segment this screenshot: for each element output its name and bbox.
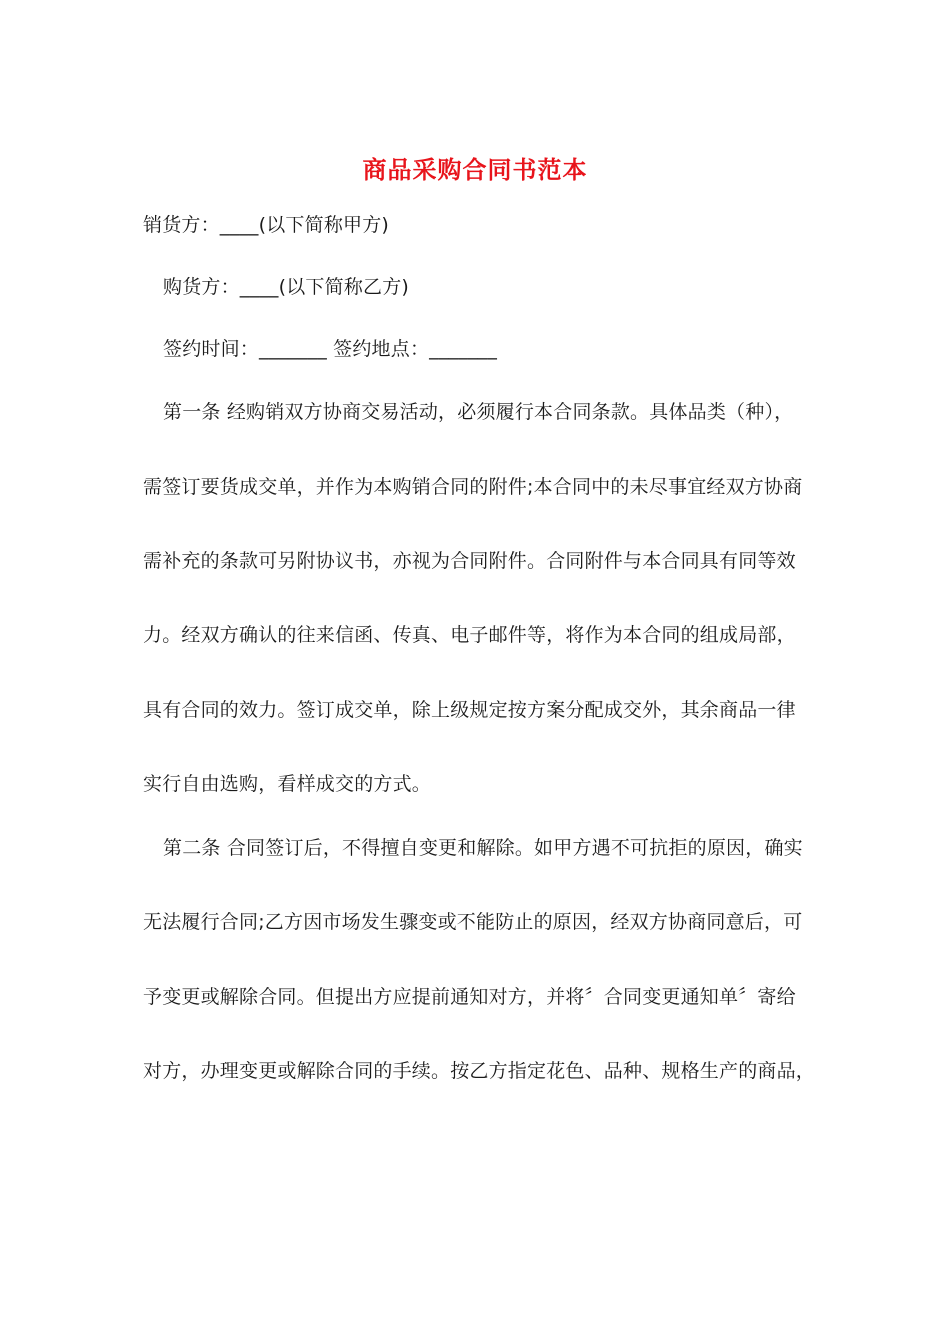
article-1-line-3: 需补充的条款可另附协议书，亦视为合同附件。合同附件与本合同具有同等效 bbox=[143, 550, 796, 572]
article-2-line-4: 对方，办理变更或解除合同的手续。按乙方指定花色、品种、规格生产的商品， bbox=[143, 1060, 816, 1082]
article-1-line-1: 第一条 经购销双方协商交易活动，必须履行本合同条款。具体品类（种）， bbox=[163, 401, 794, 423]
signing-info-line: 签约时间：_______ 签约地点：_______ bbox=[163, 338, 498, 360]
article-1-line-4: 力。经双方确认的往来信函、传真、电子邮件等，将作为本合同的组成局部， bbox=[143, 624, 796, 646]
article-1-line-6: 实行自由选购，看样成交的方式。 bbox=[143, 773, 432, 795]
article-2-line-1: 第二条 合同签订后，不得擅自变更和解除。如甲方遇不可抗拒的原因，确实 bbox=[163, 837, 803, 859]
article-1-line-2: 需签订要货成交单，并作为本购销合同的附件;本合同中的未尽事宜经双方协商 bbox=[143, 476, 803, 498]
seller-line: 销货方：____(以下简称甲方) bbox=[143, 214, 390, 236]
article-2-line-3: 予变更或解除合同。但提出方应提前通知对方，并将〞合同变更通知单〞寄给 bbox=[143, 986, 796, 1008]
document-title: 商品采购合同书范本 bbox=[362, 155, 588, 184]
article-2-line-2: 无法履行合同;乙方因市场发生骤变或不能防止的原因，经双方协商同意后，可 bbox=[143, 911, 803, 933]
buyer-line: 购货方：____(以下简称乙方) bbox=[163, 276, 410, 298]
article-1-line-5: 具有合同的效力。签订成交单，除上级规定按方案分配成交外，其余商品一律 bbox=[143, 699, 796, 721]
